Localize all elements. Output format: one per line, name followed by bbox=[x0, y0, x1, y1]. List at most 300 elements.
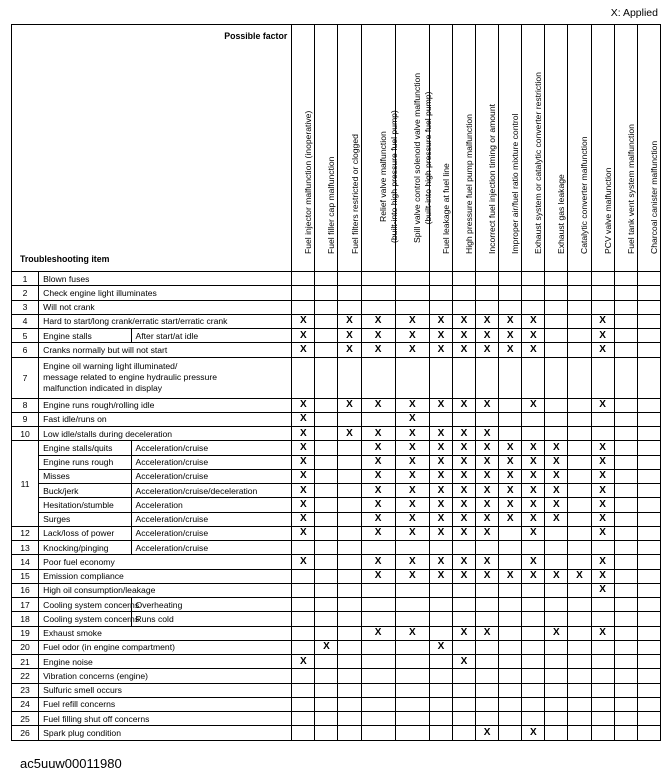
table-row bbox=[12, 726, 661, 740]
mark-cell bbox=[568, 726, 591, 740]
mark-cell bbox=[545, 272, 568, 286]
item-number: 13 bbox=[12, 541, 39, 555]
mark-cell: X bbox=[429, 498, 452, 512]
mark-cell: X bbox=[429, 512, 452, 526]
mark-cell bbox=[452, 697, 475, 711]
mark-cell: X bbox=[522, 398, 545, 412]
mark-cell bbox=[522, 640, 545, 654]
mark-cell bbox=[545, 726, 568, 740]
mark-cell: X bbox=[395, 412, 429, 426]
factor-label-line: High pressure fuel pump malfunction bbox=[464, 114, 475, 254]
mark-cell bbox=[637, 512, 660, 526]
mark-cell bbox=[361, 412, 395, 426]
mark-cell: X bbox=[452, 526, 475, 540]
mark-cell bbox=[568, 683, 591, 697]
mark-cell: X bbox=[452, 655, 475, 669]
table-row bbox=[12, 469, 661, 483]
table-body bbox=[12, 272, 661, 741]
symptom-cell: Hesitation/stumble bbox=[39, 498, 131, 512]
mark-cell: X bbox=[545, 626, 568, 640]
symptom-line: message related to engine hydraulic pressure bbox=[43, 372, 217, 382]
mark-cell: X bbox=[429, 398, 452, 412]
mark-cell: X bbox=[292, 469, 315, 483]
mark-cell bbox=[315, 612, 338, 626]
table-row bbox=[12, 655, 661, 669]
mark-cell bbox=[395, 683, 429, 697]
mark-cell bbox=[614, 398, 637, 412]
factor-label bbox=[350, 134, 361, 254]
mark-cell: X bbox=[499, 455, 522, 469]
mark-cell bbox=[637, 640, 660, 654]
symptom-cell bbox=[39, 357, 292, 398]
mark-cell: X bbox=[591, 498, 614, 512]
mark-cell bbox=[637, 683, 660, 697]
mark-cell bbox=[499, 669, 522, 683]
mark-cell: X bbox=[545, 512, 568, 526]
mark-cell bbox=[338, 555, 361, 569]
mark-cell bbox=[637, 329, 660, 343]
troubleshooting-item-label: Troubleshooting item bbox=[20, 254, 110, 264]
factor-label-line: Fuel tank vent system malfunction bbox=[625, 124, 636, 254]
mark-cell: X bbox=[429, 455, 452, 469]
condition-cell: Acceleration/cruise bbox=[131, 541, 292, 555]
mark-cell bbox=[476, 683, 499, 697]
symptom-cell: Blown fuses bbox=[39, 272, 292, 286]
table-row bbox=[12, 357, 661, 398]
mark-cell: X bbox=[361, 329, 395, 343]
legend: X: Applied bbox=[610, 7, 658, 19]
mark-cell bbox=[499, 398, 522, 412]
mark-cell bbox=[568, 555, 591, 569]
item-number: 18 bbox=[12, 612, 39, 626]
mark-cell: X bbox=[476, 512, 499, 526]
mark-cell bbox=[395, 286, 429, 300]
mark-cell: X bbox=[452, 343, 475, 357]
item-number: 22 bbox=[12, 669, 39, 683]
mark-cell: X bbox=[361, 512, 395, 526]
symptom-cell: Engine stalls/quits bbox=[39, 441, 131, 455]
mark-cell: X bbox=[591, 569, 614, 583]
mark-cell bbox=[591, 357, 614, 398]
symptom-cell: Engine noise bbox=[39, 655, 292, 669]
mark-cell bbox=[568, 398, 591, 412]
mark-cell bbox=[315, 598, 338, 612]
mark-cell bbox=[476, 286, 499, 300]
mark-cell: X bbox=[591, 469, 614, 483]
mark-cell bbox=[637, 272, 660, 286]
mark-cell bbox=[361, 300, 395, 314]
mark-cell bbox=[292, 640, 315, 654]
mark-cell bbox=[452, 412, 475, 426]
mark-cell bbox=[568, 412, 591, 426]
table-row bbox=[12, 286, 661, 300]
mark-cell bbox=[568, 712, 591, 726]
mark-cell bbox=[522, 669, 545, 683]
mark-cell bbox=[476, 541, 499, 555]
mark-cell: X bbox=[522, 314, 545, 328]
mark-cell bbox=[568, 583, 591, 597]
item-number: 1 bbox=[12, 272, 39, 286]
mark-cell: X bbox=[476, 498, 499, 512]
mark-cell bbox=[522, 712, 545, 726]
table-row bbox=[12, 626, 661, 640]
mark-cell bbox=[614, 583, 637, 597]
item-number: 24 bbox=[12, 697, 39, 711]
mark-cell bbox=[476, 357, 499, 398]
factor-label-line: Exhaust gas leakage bbox=[556, 174, 567, 254]
mark-cell: X bbox=[452, 484, 475, 498]
item-number: 4 bbox=[12, 314, 39, 328]
mark-cell bbox=[545, 526, 568, 540]
mark-cell bbox=[292, 357, 315, 398]
mark-cell bbox=[522, 697, 545, 711]
item-number: 8 bbox=[12, 398, 39, 412]
symptom-cell: Fuel refill concerns bbox=[39, 697, 292, 711]
mark-cell: X bbox=[361, 398, 395, 412]
factor-header bbox=[591, 25, 614, 272]
mark-cell bbox=[429, 583, 452, 597]
mark-cell bbox=[568, 612, 591, 626]
mark-cell bbox=[545, 640, 568, 654]
mark-cell bbox=[614, 669, 637, 683]
mark-cell: X bbox=[452, 455, 475, 469]
mark-cell bbox=[395, 697, 429, 711]
symptom-cell: Spark plug condition bbox=[39, 726, 292, 740]
mark-cell bbox=[568, 300, 591, 314]
mark-cell bbox=[614, 598, 637, 612]
mark-cell bbox=[361, 669, 395, 683]
factor-header bbox=[395, 25, 434, 272]
mark-cell: X bbox=[361, 484, 395, 498]
mark-cell bbox=[292, 683, 315, 697]
mark-cell bbox=[614, 541, 637, 555]
mark-cell: X bbox=[338, 343, 361, 357]
mark-cell bbox=[315, 314, 338, 328]
table-row bbox=[12, 569, 661, 583]
mark-cell: X bbox=[292, 314, 315, 328]
mark-cell: X bbox=[338, 314, 361, 328]
table-row bbox=[12, 343, 661, 357]
mark-cell bbox=[614, 343, 637, 357]
mark-cell bbox=[292, 272, 315, 286]
mark-cell: X bbox=[292, 343, 315, 357]
table-row bbox=[12, 583, 661, 597]
mark-cell bbox=[522, 583, 545, 597]
mark-cell bbox=[499, 412, 522, 426]
mark-cell bbox=[338, 357, 361, 398]
item-number: 15 bbox=[12, 569, 39, 583]
mark-cell: X bbox=[522, 726, 545, 740]
mark-cell bbox=[315, 626, 338, 640]
mark-cell: X bbox=[452, 469, 475, 483]
mark-cell bbox=[545, 555, 568, 569]
mark-cell bbox=[338, 669, 361, 683]
mark-cell bbox=[429, 726, 452, 740]
mark-cell: X bbox=[429, 640, 452, 654]
mark-cell bbox=[545, 541, 568, 555]
mark-cell bbox=[476, 712, 499, 726]
factor-label-line: (built-into high pressure fuel pump) bbox=[389, 110, 400, 243]
mark-cell: X bbox=[591, 441, 614, 455]
mark-cell bbox=[338, 469, 361, 483]
mark-cell: X bbox=[395, 427, 429, 441]
factor-label-line: Charcoal canister malfunction bbox=[648, 140, 659, 254]
mark-cell bbox=[591, 669, 614, 683]
mark-cell: X bbox=[452, 555, 475, 569]
mark-cell bbox=[545, 343, 568, 357]
mark-cell bbox=[361, 697, 395, 711]
factor-label-line: Catalytic converter malfunction bbox=[579, 136, 590, 254]
mark-cell bbox=[395, 655, 429, 669]
mark-cell bbox=[568, 484, 591, 498]
item-number: 6 bbox=[12, 343, 39, 357]
mark-cell bbox=[591, 726, 614, 740]
table-row bbox=[12, 640, 661, 654]
mark-cell bbox=[568, 329, 591, 343]
mark-cell bbox=[429, 626, 452, 640]
factor-header bbox=[522, 25, 545, 272]
mark-cell bbox=[522, 286, 545, 300]
mark-cell bbox=[522, 626, 545, 640]
factor-header bbox=[637, 25, 660, 272]
mark-cell bbox=[452, 612, 475, 626]
mark-cell bbox=[338, 626, 361, 640]
mark-cell bbox=[395, 598, 429, 612]
symptom-cell: Cranks normally but will not start bbox=[39, 343, 292, 357]
mark-cell: X bbox=[476, 343, 499, 357]
mark-cell: X bbox=[292, 526, 315, 540]
mark-cell bbox=[614, 484, 637, 498]
mark-cell: X bbox=[522, 555, 545, 569]
mark-cell bbox=[292, 669, 315, 683]
mark-cell: X bbox=[591, 398, 614, 412]
mark-cell bbox=[429, 612, 452, 626]
table-row bbox=[12, 712, 661, 726]
mark-cell bbox=[545, 398, 568, 412]
mark-cell: X bbox=[476, 726, 499, 740]
mark-cell bbox=[568, 626, 591, 640]
mark-cell bbox=[568, 669, 591, 683]
mark-cell bbox=[338, 412, 361, 426]
mark-cell bbox=[568, 427, 591, 441]
mark-cell: X bbox=[395, 555, 429, 569]
symptom-line: Engine oil warning light illuminated/ bbox=[43, 361, 178, 371]
mark-cell bbox=[545, 427, 568, 441]
symptom-cell: Will not crank bbox=[39, 300, 292, 314]
mark-cell bbox=[361, 272, 395, 286]
mark-cell: X bbox=[361, 526, 395, 540]
mark-cell bbox=[637, 555, 660, 569]
table-row bbox=[12, 697, 661, 711]
mark-cell: X bbox=[292, 484, 315, 498]
item-number: 19 bbox=[12, 626, 39, 640]
mark-cell bbox=[338, 712, 361, 726]
mark-cell bbox=[522, 427, 545, 441]
mark-cell: X bbox=[522, 512, 545, 526]
mark-cell bbox=[614, 555, 637, 569]
mark-cell bbox=[545, 300, 568, 314]
table-row bbox=[12, 300, 661, 314]
mark-cell: X bbox=[545, 455, 568, 469]
mark-cell bbox=[429, 541, 452, 555]
mark-cell bbox=[591, 427, 614, 441]
mark-cell bbox=[522, 655, 545, 669]
mark-cell bbox=[395, 612, 429, 626]
mark-cell bbox=[614, 569, 637, 583]
mark-cell bbox=[637, 343, 660, 357]
mark-cell: X bbox=[476, 484, 499, 498]
item-number: 7 bbox=[12, 357, 39, 398]
condition-cell: Acceleration/cruise bbox=[131, 455, 292, 469]
mark-cell: X bbox=[522, 469, 545, 483]
mark-cell bbox=[315, 712, 338, 726]
mark-cell: X bbox=[338, 427, 361, 441]
mark-cell bbox=[637, 583, 660, 597]
mark-cell bbox=[338, 640, 361, 654]
mark-cell bbox=[614, 626, 637, 640]
condition-cell: Acceleration/cruise/deceleration bbox=[131, 484, 292, 498]
item-number: 17 bbox=[12, 598, 39, 612]
mark-cell bbox=[452, 541, 475, 555]
mark-cell bbox=[315, 555, 338, 569]
mark-cell bbox=[499, 612, 522, 626]
item-number: 21 bbox=[12, 655, 39, 669]
mark-cell bbox=[429, 697, 452, 711]
mark-cell bbox=[637, 427, 660, 441]
mark-cell bbox=[315, 455, 338, 469]
mark-cell bbox=[591, 300, 614, 314]
mark-cell bbox=[292, 612, 315, 626]
mark-cell: X bbox=[499, 569, 522, 583]
symptom-cell: High oil consumption/leakage bbox=[39, 583, 292, 597]
mark-cell bbox=[545, 598, 568, 612]
mark-cell: X bbox=[361, 469, 395, 483]
mark-cell: X bbox=[591, 526, 614, 540]
item-number: 10 bbox=[12, 427, 39, 441]
mark-cell bbox=[338, 286, 361, 300]
factor-label-line: Exhaust system or catalytic converter restriction bbox=[533, 72, 544, 254]
mark-cell bbox=[499, 598, 522, 612]
mark-cell: X bbox=[452, 329, 475, 343]
mark-cell: X bbox=[591, 583, 614, 597]
mark-cell: X bbox=[395, 484, 429, 498]
mark-cell bbox=[315, 512, 338, 526]
item-number: 9 bbox=[12, 412, 39, 426]
mark-cell: X bbox=[361, 498, 395, 512]
mark-cell bbox=[315, 498, 338, 512]
mark-cell bbox=[499, 697, 522, 711]
mark-cell: X bbox=[361, 427, 395, 441]
mark-cell: X bbox=[429, 484, 452, 498]
mark-cell bbox=[292, 598, 315, 612]
mark-cell bbox=[429, 669, 452, 683]
mark-cell bbox=[292, 541, 315, 555]
mark-cell bbox=[338, 598, 361, 612]
mark-cell: X bbox=[395, 569, 429, 583]
mark-cell bbox=[429, 683, 452, 697]
mark-cell: X bbox=[361, 441, 395, 455]
mark-cell bbox=[614, 612, 637, 626]
mark-cell: X bbox=[476, 398, 499, 412]
table-row bbox=[12, 598, 661, 612]
mark-cell: X bbox=[361, 555, 395, 569]
item-number: 5 bbox=[12, 329, 39, 343]
table-row bbox=[12, 329, 661, 343]
mark-cell bbox=[614, 300, 637, 314]
mark-cell: X bbox=[361, 314, 395, 328]
mark-cell bbox=[614, 640, 637, 654]
mark-cell bbox=[315, 272, 338, 286]
mark-cell bbox=[522, 357, 545, 398]
mark-cell: X bbox=[476, 455, 499, 469]
mark-cell bbox=[568, 286, 591, 300]
mark-cell bbox=[452, 683, 475, 697]
mark-cell: X bbox=[591, 329, 614, 343]
mark-cell bbox=[429, 598, 452, 612]
mark-cell bbox=[452, 583, 475, 597]
condition-cell: After start/at idle bbox=[131, 329, 292, 343]
mark-cell bbox=[637, 712, 660, 726]
symptom-cell: Misses bbox=[39, 469, 131, 483]
mark-cell bbox=[315, 697, 338, 711]
mark-cell: X bbox=[429, 343, 452, 357]
symptom-cell: Fuel odor (in engine compartment) bbox=[39, 640, 292, 654]
symptom-cell: Low idle/stalls during deceleration bbox=[39, 427, 292, 441]
mark-cell bbox=[614, 712, 637, 726]
mark-cell: X bbox=[499, 484, 522, 498]
mark-cell bbox=[338, 541, 361, 555]
mark-cell: X bbox=[452, 314, 475, 328]
mark-cell: X bbox=[429, 569, 452, 583]
symptom-cell: Cooling system concerns bbox=[39, 612, 131, 626]
mark-cell bbox=[614, 697, 637, 711]
mark-cell bbox=[568, 498, 591, 512]
mark-cell: X bbox=[395, 329, 429, 343]
mark-cell bbox=[361, 612, 395, 626]
mark-cell: X bbox=[395, 455, 429, 469]
mark-cell bbox=[395, 726, 429, 740]
table-row bbox=[12, 412, 661, 426]
mark-cell bbox=[499, 555, 522, 569]
mark-cell bbox=[361, 286, 395, 300]
factor-label bbox=[626, 124, 637, 254]
factor-label-line: Spill valve control solenoid valve malfunction bbox=[412, 72, 423, 243]
mark-cell: X bbox=[292, 555, 315, 569]
mark-cell bbox=[637, 669, 660, 683]
table-row bbox=[12, 498, 661, 512]
mark-cell bbox=[338, 272, 361, 286]
mark-cell bbox=[452, 286, 475, 300]
mark-cell bbox=[338, 683, 361, 697]
mark-cell: X bbox=[499, 512, 522, 526]
mark-cell bbox=[395, 712, 429, 726]
mark-cell bbox=[429, 655, 452, 669]
mark-cell: X bbox=[452, 512, 475, 526]
mark-cell bbox=[315, 412, 338, 426]
item-number: 3 bbox=[12, 300, 39, 314]
mark-cell: X bbox=[338, 329, 361, 343]
mark-cell: X bbox=[395, 512, 429, 526]
mark-cell: X bbox=[476, 329, 499, 343]
mark-cell bbox=[614, 427, 637, 441]
mark-cell bbox=[637, 441, 660, 455]
mark-cell bbox=[395, 669, 429, 683]
mark-cell: X bbox=[361, 626, 395, 640]
mark-cell: X bbox=[591, 555, 614, 569]
mark-cell bbox=[338, 512, 361, 526]
mark-cell bbox=[315, 329, 338, 343]
mark-cell bbox=[338, 726, 361, 740]
